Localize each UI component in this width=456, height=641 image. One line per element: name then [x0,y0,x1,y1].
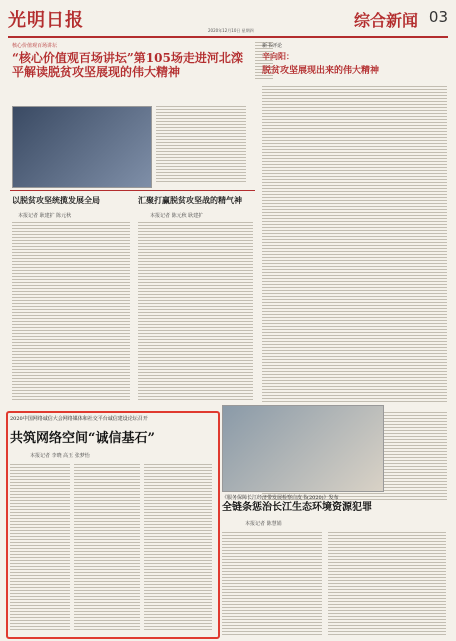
article-kicker: 核心价值观百场讲坛 [12,43,58,49]
article-body [156,104,246,184]
article-kicker: 新书评论 [262,43,283,49]
masthead [8,6,448,38]
news-photo [222,405,384,492]
article-body [74,462,140,632]
article-body [262,84,447,404]
page-number: 03 [428,8,448,26]
article-byline: 本报记者 李晓 高玉 张梦怡 [30,453,90,459]
newspaper-logo: 光明日报 [8,10,84,31]
article-body [328,530,446,635]
article-title: “核心价值观百场讲坛”第105场走进河北滦平解读脱贫攻坚展现的伟大精神 [12,51,243,79]
event-photo [12,106,152,188]
article-title: 共筑网络空间“诚信基石” [10,431,155,446]
article-body [144,462,212,632]
article-title-part: 辛向阳： [262,51,294,61]
article-byline: 本报记者 耿建扩 陈元秋 [18,213,72,219]
article-title: 全链条惩治长江生态环境资源犯罪 [222,502,372,513]
issue-date: 2020年12月10日 星期四 [208,28,254,33]
article-body [222,530,322,635]
article-title: 以脱贫攻坚统揽发展全局 [12,195,100,205]
article-title: 脱贫攻坚展现出来的伟大精神 [262,66,380,76]
article-byline: 本报记者 陈元秋 耿建扩 [150,213,204,219]
article-byline: 本报记者 陈慧娟 [245,521,282,527]
article-body [12,220,130,400]
article-title: 汇聚打赢脱贫攻坚战的精气神 [138,195,242,205]
article-body [138,220,253,400]
article-body [10,462,70,632]
article-kicker: 2020中国网络诚信大会网络媒体和社交平台诚信建设论坛召开 [10,416,148,422]
divider [10,190,255,191]
section-title: 综合新闻 [353,11,418,30]
article-kicker: 《服务保障长江经济带发展检察白皮书(2020)》发布 [222,495,339,501]
